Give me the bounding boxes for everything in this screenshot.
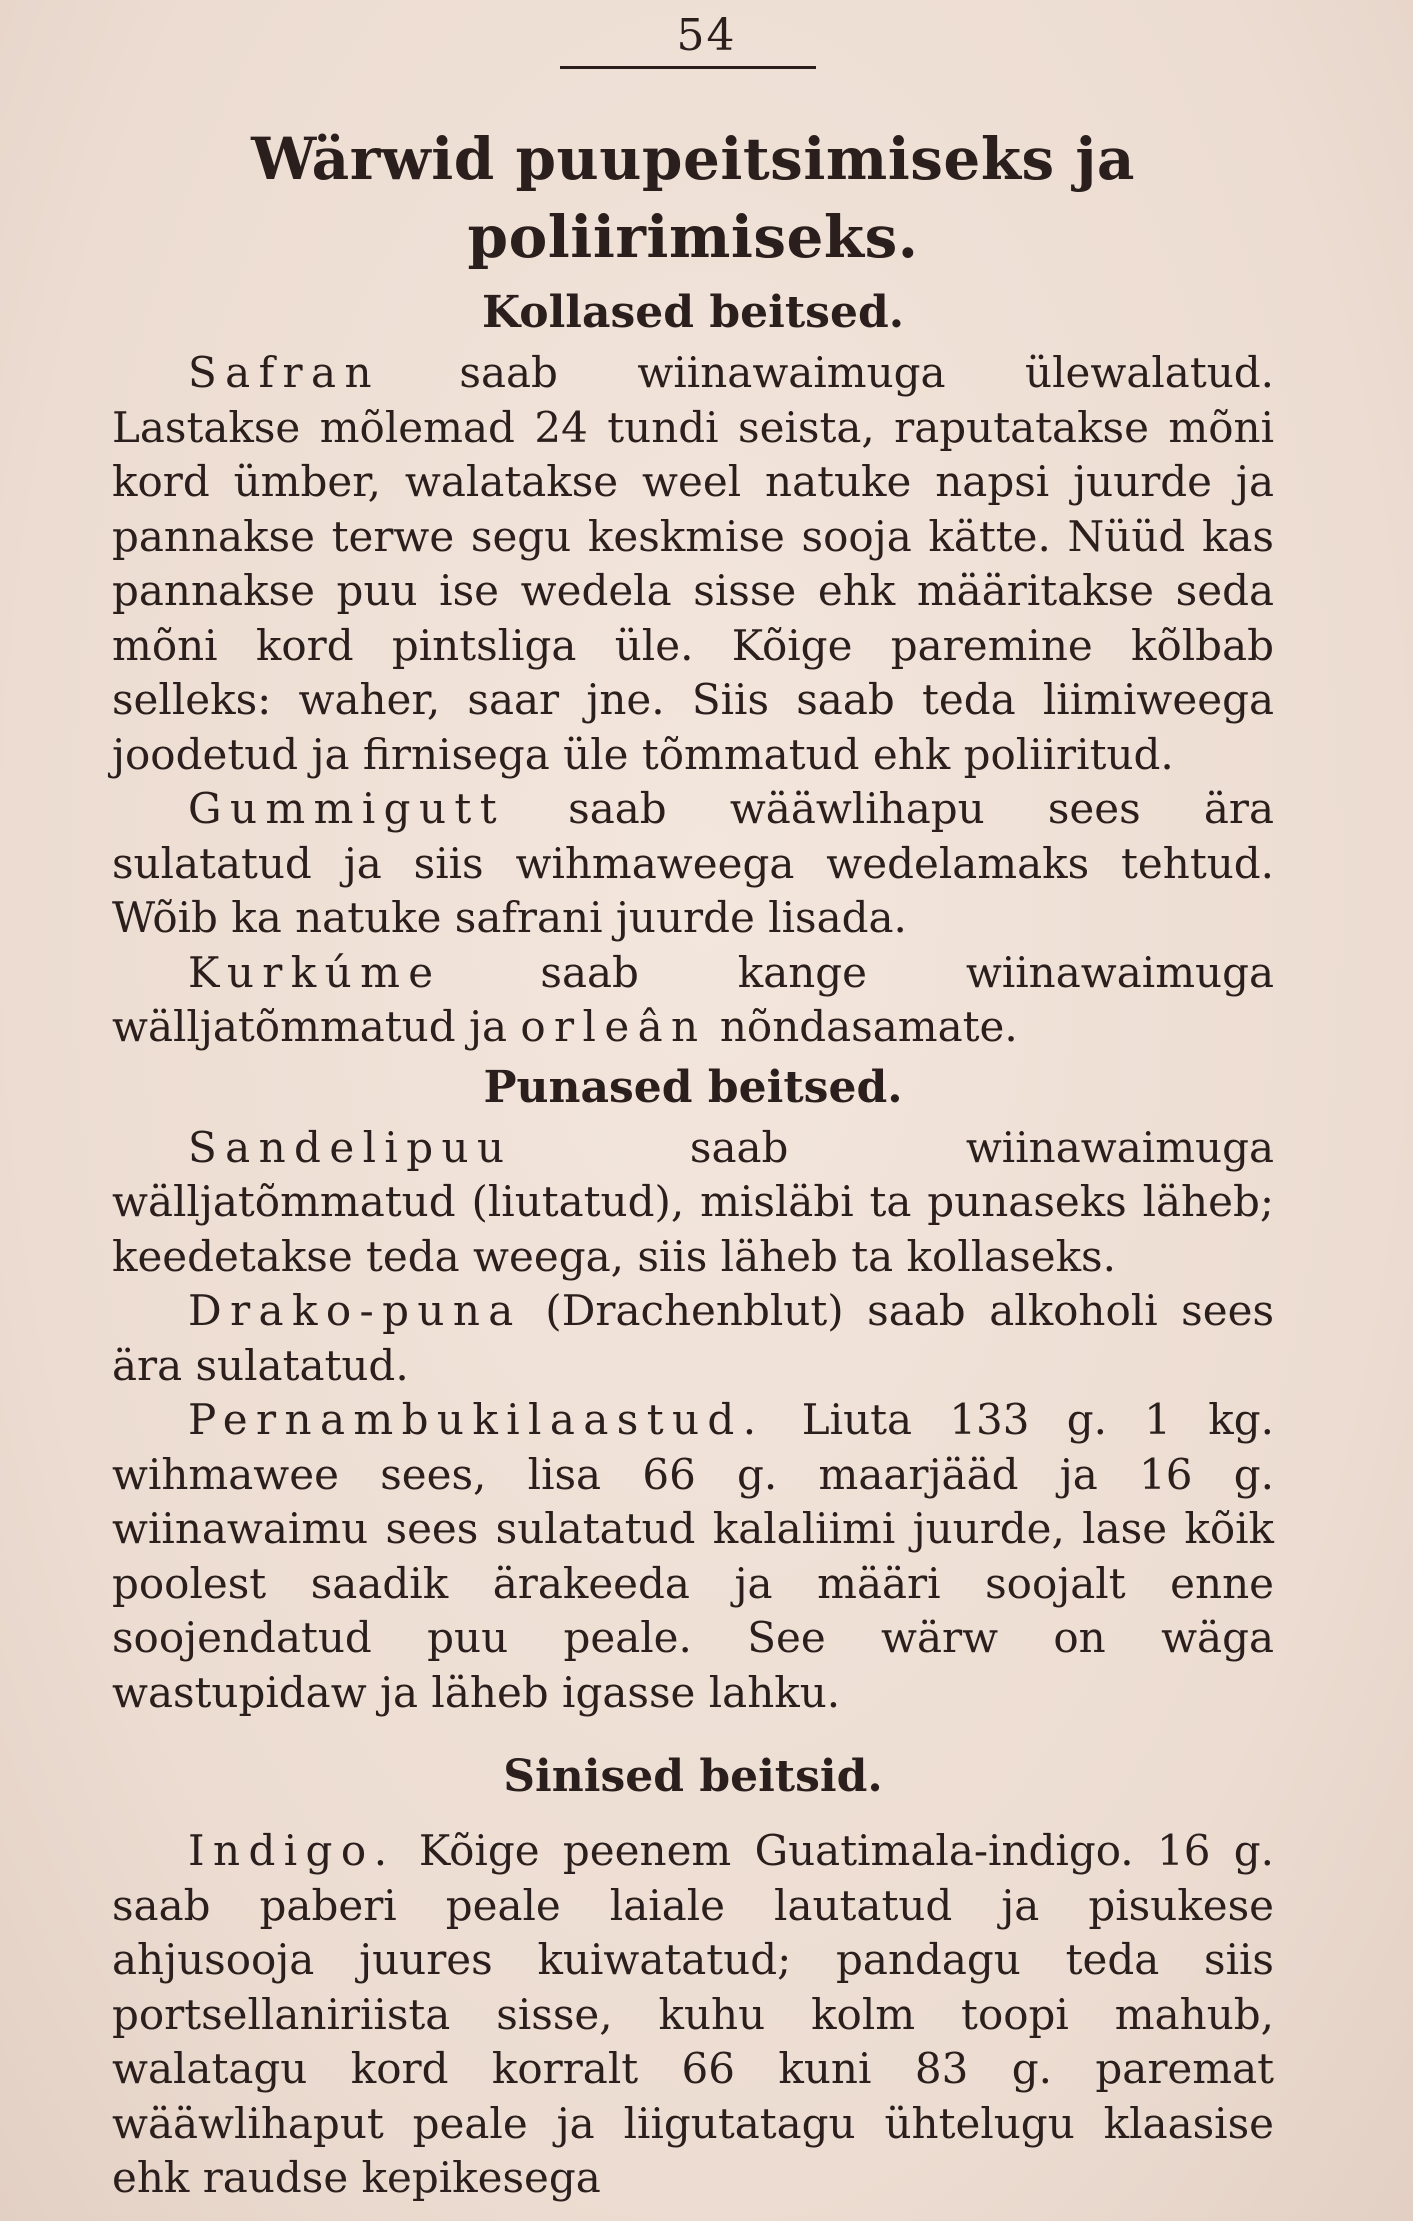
term-gummigutt: Gummigutt	[188, 784, 505, 833]
paragraph-text: (Drachenblut) saab alkoholi sees ära sulatatud.	[112, 1286, 1274, 1390]
paragraph-sandelipuu	[112, 1121, 1274, 1285]
paragraph-text: saab wiinawaimuga wälljatõmmatud (liutatud), misläbi ta punaseks läheb; keedetakse teda weega, siis läheb ta kollaseks.	[112, 1122, 1274, 1281]
term-orlean: orleân	[520, 1002, 707, 1051]
paragraph-text: saab wääwlihapu sees ära sulatatud ja siis wihmaweega wedelamaks tehtud. Wõib ka natuke safrani juurde lisada.	[112, 784, 1274, 942]
paragraph-pernambuk	[112, 1393, 1274, 1720]
term-safran: Safran	[188, 348, 380, 397]
paragraph-text: Liuta 133 g. 1 kg. wihmawee sees, lisa 66 g. maarjääd ja 16 g. wiinawaimu sees sulatatud kalaliimi juurde, lase kõik poolest saadik ärakeeda ja määri soojalt enne soojendatud puu peale. See wärw on wäga wastupidaw ja läheb igasse lahku.	[112, 1395, 1274, 1717]
paragraph-text: saab wiinawaimuga ülewalatud. Lastakse mõlemad 24 tundi seista, raputatakse mõni kord ümber, walatakse weel natuke napsi juurde ja pannakse terwe segu keskmise sooja kätte. Nüüd kas pannakse puu ise wedela sisse ehk määritakse seda mõni kord pintsliga üle. Kõige paremine kõlbab selleks: waher, saar jne. Siis saab teda liimiweega joodetud ja firnisega üle tõmmatud ehk poliiritud.	[112, 348, 1274, 779]
paragraph-indigo	[112, 1824, 1274, 2206]
paragraph-text: saab kange wiinawaimuga wälljatõmmatud ja	[112, 947, 1274, 1051]
paragraph-text: Kõige peenem Guatimala-indigo. 16 g. saab paberi peale laiale lautatud ja pisukese ahjusooja juures kuiwatatud; pandagu teda siis portsellaniriista sisse, kuhu kolm toopi mahub, walatagu kord korralt 66 kuni 83 g. paremat wääwlihaput peale ja liigutatagu ühtelugu klaasise ehk raudse kepikesega	[112, 1826, 1274, 2202]
page-title: Wärwid puupeitsimiseks ja poliirimiseks.	[251, 125, 1135, 271]
page-content	[112, 112, 1274, 2206]
term-indigo: Indigo.	[188, 1826, 396, 1875]
section-heading-blue: Sinised beitsid.	[503, 1751, 883, 1802]
paragraph-text: nõndasamate.	[706, 1002, 1018, 1051]
term-drako-puna: Drako-puna	[188, 1286, 522, 1335]
term-sandelipuu: Sandelipuu	[188, 1122, 513, 1172]
paragraph-kurkume	[112, 946, 1274, 1055]
term-pernambukilaastud: Pernambukilaastud.	[188, 1395, 765, 1444]
paragraph-gummigutt	[112, 782, 1274, 946]
term-kurkume: Kurkúme	[188, 947, 442, 997]
page-number-rule	[560, 66, 816, 69]
section-heading-yellow: Kollased beitsed.	[481, 287, 905, 338]
page-number: 54	[676, 10, 737, 61]
paragraph-drako-puna	[112, 1284, 1274, 1393]
section-heading-red: Punased beitsed.	[483, 1061, 903, 1113]
paragraph-safran	[112, 346, 1274, 782]
